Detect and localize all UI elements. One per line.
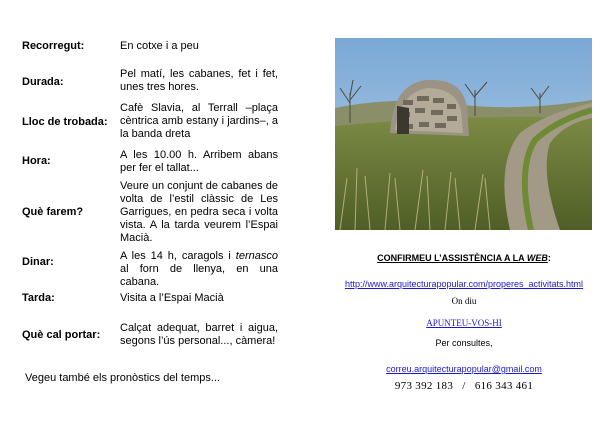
value-hora: A les 10.00 h. Arribem abans per fer el tallat... bbox=[120, 149, 278, 174]
value-dinar-italic: ternasco bbox=[235, 250, 278, 262]
email-line bbox=[330, 359, 598, 377]
url-line bbox=[330, 274, 598, 292]
apunteu-line bbox=[330, 318, 598, 328]
phone-numbers: 973 392 183 / 616 343 461 bbox=[394, 380, 534, 392]
label-tarda: Tarda: bbox=[22, 292, 55, 304]
confirm-suffix: : bbox=[547, 253, 551, 263]
value-que-farem: Veure un conjunt de cabanes de volta de l’estil clàssic de Les Garrigues, en pedra seca i volta vista. A la tarda veurem l’Espai Macià. bbox=[120, 180, 278, 244]
label-que-cal-portar: Què cal portar: bbox=[22, 329, 101, 341]
confirm-heading bbox=[330, 253, 598, 263]
value-dinar-end: al forn de llenya, en una cabana. bbox=[120, 263, 278, 288]
consultes-text: Per consultes, bbox=[435, 338, 493, 348]
confirm-web: WEB bbox=[526, 253, 548, 263]
value-lloc: Cafè Slavia, al Terrall –plaça cèntrica amb estany i jardins–, a la banda dreta bbox=[120, 102, 278, 140]
label-que-farem: Què farem? bbox=[22, 206, 84, 218]
value-dinar-start: A les 14 h, caragols i bbox=[120, 250, 236, 262]
email-link[interactable]: correu.arquitecturapopular@gmail.com bbox=[386, 364, 542, 374]
label-durada: Durada: bbox=[22, 76, 64, 88]
apunteu-link[interactable]: APUNTEU-VOS-HI bbox=[426, 318, 502, 328]
value-tarda: Visita a l’Espai Macià bbox=[120, 292, 224, 304]
value-recorregut: En cotxe i a peu bbox=[120, 40, 199, 52]
value-dinar bbox=[120, 250, 278, 289]
dry-stone-hut-photo bbox=[335, 38, 592, 230]
value-que-cal-portar: Calçat adequat, barret i aigua, segons l’ús personal..., càmera! bbox=[120, 322, 278, 347]
value-durada: Pel matí, les cabanes, fet i fet, unes tres hores. bbox=[120, 68, 278, 93]
label-lloc: Lloc de trobada: bbox=[22, 116, 108, 128]
on-diu-text: On diu bbox=[451, 296, 477, 306]
activities-url-link[interactable]: http://www.arquitecturapopular.com/properes_activitats.html bbox=[344, 279, 584, 289]
weather-note: Vegeu també els pronòstics del temps... bbox=[25, 372, 221, 384]
landscape-image bbox=[335, 38, 592, 230]
label-dinar: Dinar: bbox=[22, 256, 54, 268]
label-recorregut: Recorregut: bbox=[22, 40, 85, 52]
confirm-prefix: CONFIRMEU L’ASSISTÈNCIA A LA bbox=[377, 253, 527, 263]
label-hora: Hora: bbox=[22, 155, 51, 167]
